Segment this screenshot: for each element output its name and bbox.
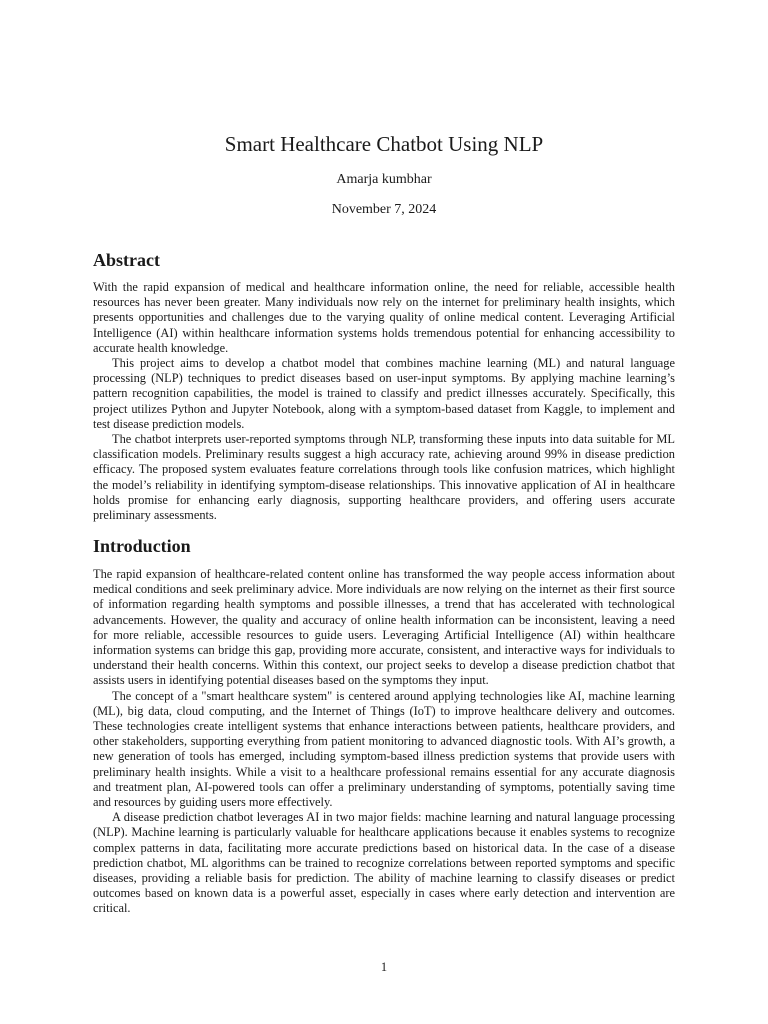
page-number: 1 [380,960,388,974]
abstract-section [93,249,675,523]
paper-date: November 7, 2024 [331,202,437,217]
abstract-paragraph: The chatbot interprets user-reported symptoms through NLP, transforming these inputs into data suitable for ML classification models. Preliminary results suggest a high accuracy rate, achieving around 99% in disease prediction efficacy. The proposed system evaluates feature correlations through tools like confusion matrices, which highlight the model’s reliability in identifying symptom-disease relationships. This innovative application of AI in healthcare holds promise for enhancing early diagnosis, supporting healthcare providers, and offering users accurate preliminary assessments. [93,432,675,523]
introduction-section [93,535,675,917]
introduction-heading: Introduction [93,536,191,556]
abstract-paragraph: This project aims to develop a chatbot model that combines machine learning (ML) and natural language processing (NLP) techniques to predict diseases based on user-input symptoms. By applying machine learning’s pattern recognition capabilities, the model is trained to classify and predict illnesses accurately. Specifically, this project utilizes Python and Jupyter Notebook, along with a symptom-based dataset from Kaggle, to implement and test disease prediction models. [93,356,675,431]
abstract-paragraph: With the rapid expansion of medical and healthcare information online, the need for reliable, accessible health resources has never been greater. Many individuals now rely on the internet for preliminary health insights, which presents opportunities and challenges due to the varying quality of online medical content. Leveraging Artificial Intelligence (AI) within healthcare information systems holds tremendous potential for enhancing accessibility to accurate health knowledge. [93,280,675,355]
introduction-paragraph: The concept of a "smart healthcare system" is centered around applying technologies like AI, machine learning (ML), big data, cloud computing, and the Internet of Things (IoT) to improve healthcare delivery and outcomes. These technologies create intelligent systems that enhance interactions between patients, healthcare providers, and other stakeholders, supporting everything from patient monitoring to advanced diagnostic tools. With AI’s growth, a new generation of tools has emerged, including symptom-based illness prediction systems that provide users with preliminary health insights. While a visit to a healthcare professional remains essential for any accurate diagnosis and treatment plan, AI-powered tools can offer a preliminary understanding of symptoms, potentially saving time and resources by guiding users more effectively. [93,688,675,810]
introduction-paragraph: The rapid expansion of healthcare-related content online has transformed the way people access information about medical conditions and seek preliminary advice. More individuals are now relying on the internet as their first source of information regarding health symptoms and possible illnesses, a trend that has accelerated with technological advancements. However, the quality and accuracy of online health information can be inconsistent, leaving a need for more reliable, accessible resources to guide users. Leveraging Artificial Intelligence (AI) within healthcare information systems can bridge this gap, providing more accurate, consistent, and interactive ways for individuals to understand their health concerns. Within this context, our project seeks to develop a disease prediction chatbot that assists users in identifying potential diseases based on the symptoms they input. [93,567,675,688]
introduction-paragraph: A disease prediction chatbot leverages AI in two major fields: machine learning and natural language processing (NLP). Machine learning is particularly valuable for healthcare applications because it enables systems to recognize complex patterns in data, facilitating more accurate predictions based on historical data. In the case of a disease prediction chatbot, ML algorithms can be trained to recognize correlations between reported symptoms and specific diseases, providing a reliable basis for prediction. The ability of machine learning to classify diseases or predict outcomes based on known data is a powerful asset, especially in cases where early detection and intervention are critical. [93,810,675,916]
abstract-heading: Abstract [93,250,160,270]
paper-title: Smart Healthcare Chatbot Using NLP [224,132,544,156]
paper-author: Amarja kumbhar [336,172,432,187]
